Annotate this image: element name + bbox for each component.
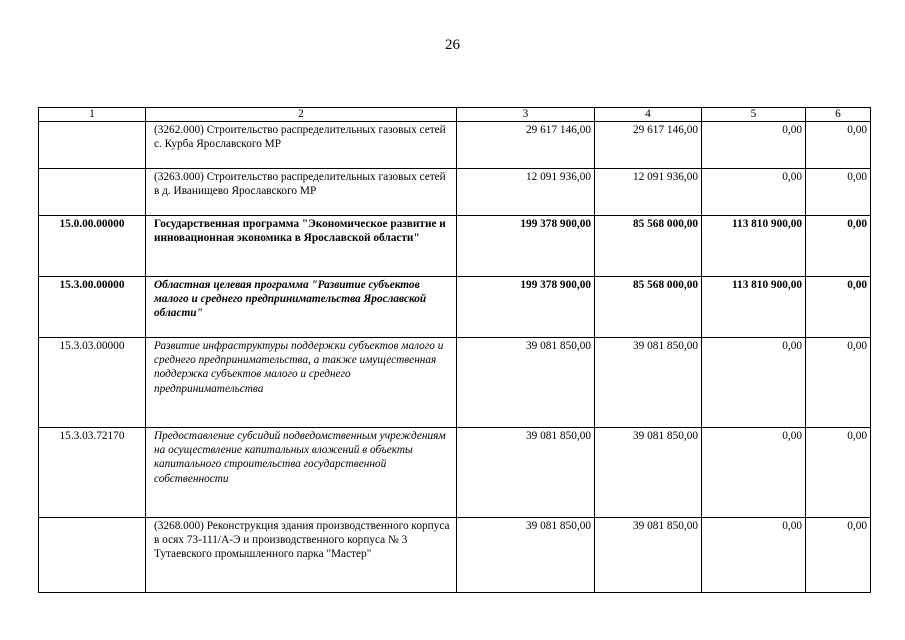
amount-col3-cell: 39 081 850,00 bbox=[457, 338, 595, 428]
budget-code-cell: 15.3.00.00000 bbox=[39, 277, 146, 338]
budget-table bbox=[38, 107, 871, 593]
table-row bbox=[39, 518, 871, 593]
amount-col6-cell: 0,00 bbox=[806, 518, 871, 593]
amount-col3-cell: 39 081 850,00 bbox=[457, 428, 595, 518]
amount-col5-cell: 0,00 bbox=[702, 122, 806, 169]
amount-col5-cell: 0,00 bbox=[702, 338, 806, 428]
table-row bbox=[39, 428, 871, 518]
amount-col4-cell: 85 568 000,00 bbox=[595, 216, 702, 277]
amount-col6-cell: 0,00 bbox=[806, 277, 871, 338]
item-name-cell: (3262.000) Строительство распределительных газовых сетей с. Курба Ярославского МР bbox=[146, 122, 457, 169]
budget-code-cell bbox=[39, 122, 146, 169]
column-number-row bbox=[39, 108, 871, 122]
table-row bbox=[39, 277, 871, 338]
item-name-cell: Предоставление субсидий подведомственным учреждениям на осуществление капитальных вложений в объекты капитального строительства государственной собственности bbox=[146, 428, 457, 518]
item-name-cell: Государственная программа "Экономическое развитие и инновационная экономика в Ярославской области" bbox=[146, 216, 457, 277]
item-name-cell: Развитие инфраструктуры поддержки субъектов малого и среднего предпринимательства, а также имущественная поддержка субъектов малого и среднего предпринимательства bbox=[146, 338, 457, 428]
budget-code-cell: 15.3.03.00000 bbox=[39, 338, 146, 428]
column-number: 1 bbox=[39, 108, 146, 122]
item-name-cell: Областная целевая программа "Развитие субъектов малого и среднего предпринимательства Ярославской области" bbox=[146, 277, 457, 338]
budget-code-cell: 15.0.00.00000 bbox=[39, 216, 146, 277]
page-number: 26 bbox=[445, 37, 460, 53]
table-row bbox=[39, 338, 871, 428]
amount-col5-cell: 113 810 900,00 bbox=[702, 277, 806, 338]
column-number: 6 bbox=[806, 108, 871, 122]
amount-col6-cell: 0,00 bbox=[806, 338, 871, 428]
amount-col6-cell: 0,00 bbox=[806, 122, 871, 169]
amount-col4-cell: 85 568 000,00 bbox=[595, 277, 702, 338]
item-name-cell: (3263.000) Строительство распределительных газовых сетей в д. Иванищево Ярославского МР bbox=[146, 169, 457, 216]
item-name-cell: (3268.000) Реконструкция здания производственного корпуса в осях 73-111/А-Э и производственного корпуса № 3 Тутаевского промышленного парка "Мастер" bbox=[146, 518, 457, 593]
amount-col5-cell: 113 810 900,00 bbox=[702, 216, 806, 277]
amount-col3-cell: 12 091 936,00 bbox=[457, 169, 595, 216]
amount-col6-cell: 0,00 bbox=[806, 216, 871, 277]
amount-col3-cell: 39 081 850,00 bbox=[457, 518, 595, 593]
amount-col4-cell: 39 081 850,00 bbox=[595, 428, 702, 518]
column-number: 4 bbox=[595, 108, 702, 122]
table-row bbox=[39, 216, 871, 277]
amount-col6-cell: 0,00 bbox=[806, 428, 871, 518]
budget-code-cell bbox=[39, 169, 146, 216]
amount-col5-cell: 0,00 bbox=[702, 169, 806, 216]
amount-col5-cell: 0,00 bbox=[702, 518, 806, 593]
amount-col6-cell: 0,00 bbox=[806, 169, 871, 216]
budget-code-cell: 15.3.03.72170 bbox=[39, 428, 146, 518]
amount-col4-cell: 39 081 850,00 bbox=[595, 518, 702, 593]
column-number: 3 bbox=[457, 108, 595, 122]
amount-col3-cell: 199 378 900,00 bbox=[457, 216, 595, 277]
table-row bbox=[39, 122, 871, 169]
budget-table-body bbox=[39, 108, 871, 593]
amount-col4-cell: 39 081 850,00 bbox=[595, 338, 702, 428]
column-number: 5 bbox=[702, 108, 806, 122]
column-number: 2 bbox=[146, 108, 457, 122]
amount-col4-cell: 29 617 146,00 bbox=[595, 122, 702, 169]
amount-col5-cell: 0,00 bbox=[702, 428, 806, 518]
amount-col3-cell: 29 617 146,00 bbox=[457, 122, 595, 169]
table-row bbox=[39, 169, 871, 216]
amount-col3-cell: 199 378 900,00 bbox=[457, 277, 595, 338]
budget-code-cell bbox=[39, 518, 146, 593]
amount-col4-cell: 12 091 936,00 bbox=[595, 169, 702, 216]
